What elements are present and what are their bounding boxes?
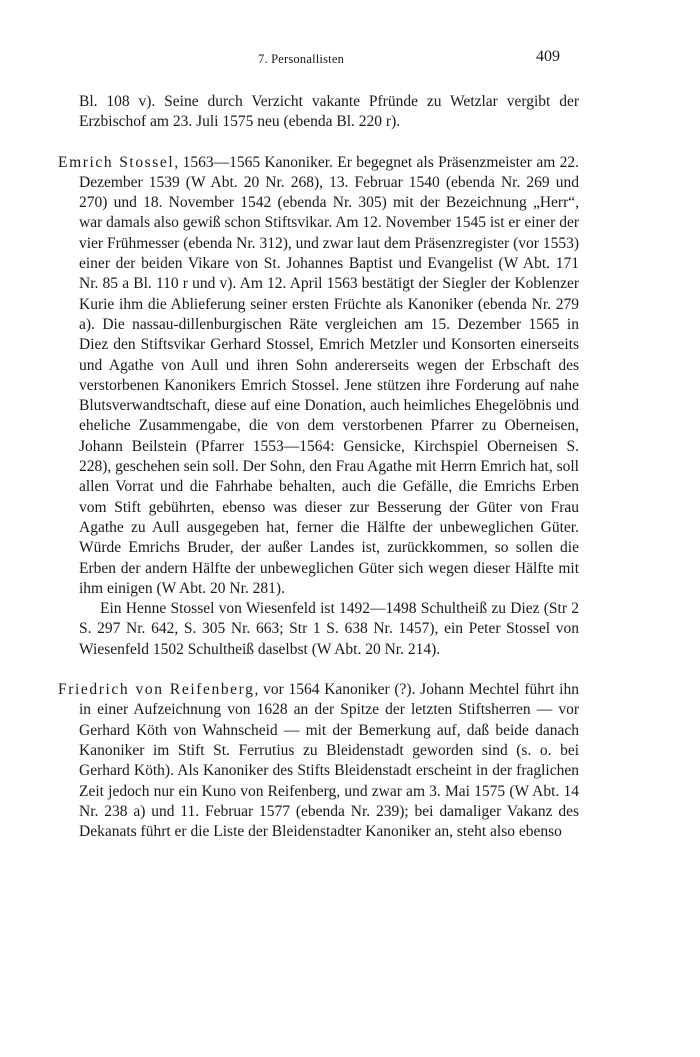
entry-note-paragraph: Ein Henne Stossel von Wiesenfeld ist 1492—1498 Schultheiß zu Diez (Str 2 S. 297 Nr. 642, S. 305 Nr. 663; Str 1 S. 638 Nr. 1457), ein Peter Stossel von Wiesenfeld 1502 Schultheiß daselbst (W Abt. 20 Nr. 214). xyxy=(79,600,579,658)
entry-name: Friedrich von Reifenberg xyxy=(58,681,255,699)
running-title: 7. Personallisten xyxy=(258,52,345,66)
entry-emrich-stossel xyxy=(58,153,579,600)
entry-text: , vor 1564 Kanoniker (?). Johann Mechtel führt ihn in einer Aufzeichnung von 1628 an der Spitze der letzten Stiftsherren — vor Gerhard Köth von Wahnscheid — mit der Bemerkung auf, daß beide danach Kanoniker im Stift St. Ferrutius zu Bleidenstadt geworden sind (s. o. bei Gerhard Köth). Als Kanoniker des Stifts Bleidenstadt erscheint in der fraglichen Zeit jedoch nur ein Kuno von Reifenberg, und zwar am 3. Mai 1575 (W Abt. 14 Nr. 238 a) und 11. Februar 1577 (ebenda Nr. 239); bei damaliger Vakanz des Dekanats führt er die Liste der Bleidenstadter Kanoniker an, steht also ebenso xyxy=(79,681,579,841)
page-number: 409 xyxy=(536,48,560,65)
entry-text: , 1563—1565 Kanoniker. Er begegnet als Präsenzmeister am 22. Dezember 1539 (W Abt. 20 Nr. 268), 13. Februar 1540 (ebenda Nr. 269 und 270) und 18. November 1542 (ebenda Nr. 305) mit der Bezeichnung „Herr“, war damals also gewiß schon Stiftsvikar. Am 12. November 1545 ist er einer der vier Frühmesser (ebenda Nr. 312), und zwar laut dem Präsenzregister (vor 1553) einer der beiden Vikare von St. Johannes Baptist und Evangelist (W Abt. 171 Nr. 85 a Bl. 110 r und v). Am 12. April 1563 bestätigt der Siegler der Koblenzer Kurie ihm die Ablieferung seiner ersten Früchte als Kanoniker (ebenda Nr. 279 a). Die nassau-dillenburgischen Räte vergleichen am 15. Dezember 1565 in Diez den Stiftsvikar Gerhard Stossel, Emrich Metzler und Konsorten einerseits und Agathe von Aull und ihren Sohn andererseits wegen der Erbschaft des verstorbenen Kanonikers Emrich Stossel. Jene stützen ihre Forderung auf nahe Blutsverwandtschaft, diese auf eine Donation, auch heimliches Ehegelöbnis und eheliche Zusammengabe, die von dem verstorbenen Pfarrer zu Oberneisen, Johann Beilstein (Pfarrer 1553—1564: Gensicke, Kirchspiel Oberneisen S. 228), geschehen sein soll. Der Sohn, den Frau Agathe mit Herrn Emrich hat, soll allen Vorrat und die Fahrhabe behalten, auch die Gefälle, die Emrichs Erben vom Stift gebührten, ebenso was dieser zur Besserung der Güter von Frau Agathe zu Aull ausgegeben hat, ferner die Hälfte der unbeweglichen Güter. Würde Emrichs Bruder, der außer Landes ist, zurückkommen, so sollen die Erben der andern Hälfte der unbeweglichen Güter sich wegen dieser Hälfte mit ihm einigen (W Abt. 20 Nr. 281). xyxy=(79,153,580,597)
entry-friedrich-von-reifenberg xyxy=(58,680,579,842)
body-text xyxy=(58,92,579,842)
paragraph-gap xyxy=(58,660,579,680)
continuation-paragraph: Bl. 108 v). Seine durch Verzicht vakante Pfründe zu Wetzlar vergibt der Erzbischof am 23. Juli 1575 neu (ebenda Bl. 220 r). xyxy=(79,93,579,131)
paragraph-gap xyxy=(58,133,579,153)
page-header xyxy=(0,48,700,74)
entry-name: Emrich Stossel xyxy=(58,153,175,171)
